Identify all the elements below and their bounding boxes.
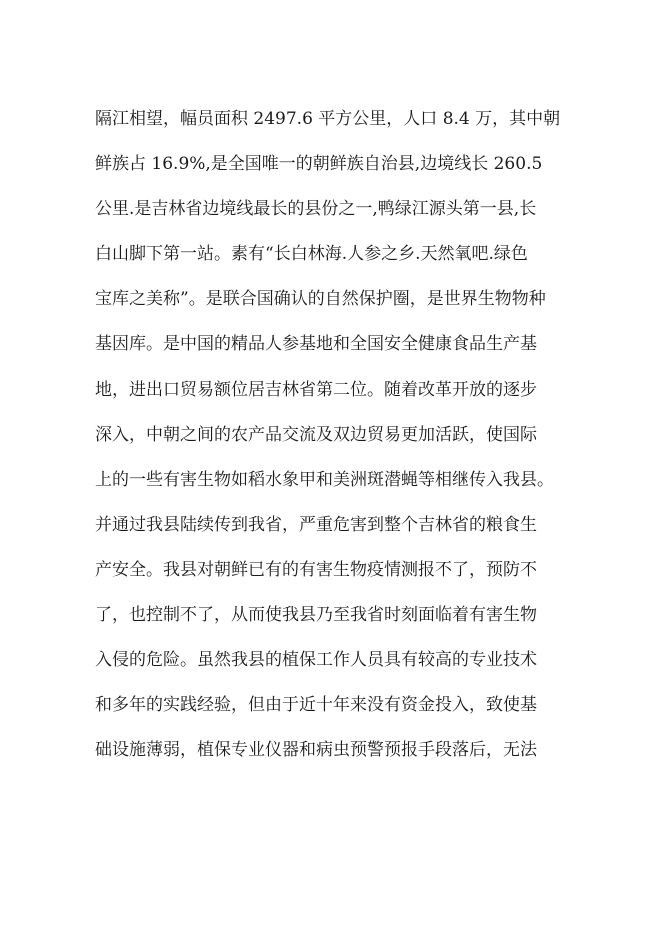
text-line xyxy=(95,555,585,600)
text-line-content: 白山脚下第一站。素有“长白林海.人参之乡.天然氧吧.绿色 xyxy=(95,244,528,265)
text-line xyxy=(95,194,585,239)
text-line xyxy=(95,329,585,374)
text-line xyxy=(95,510,585,555)
text-line-content: 了，也控制不了，从而使我县乃至我省时刻面临着有害生物 xyxy=(95,605,537,626)
text-line xyxy=(95,690,585,735)
text-line xyxy=(95,645,585,690)
text-line-content: 并通过我县陆续传到我省，严重危害到整个吉林省的粮食生 xyxy=(95,514,537,535)
text-line-content: 基因库。是中国的精品人参基地和全国安全健康食品生产基 xyxy=(95,334,537,355)
text-line xyxy=(95,149,585,194)
text-line xyxy=(95,600,585,645)
text-line-content: 宝库之美称”。是联合国确认的自然保护圈，是世界生物物种 xyxy=(95,289,546,310)
text-line-content: 深入，中朝之间的农产品交流及双边贸易更加活跃，使国际 xyxy=(95,424,537,445)
text-line-content: 入侵的危险。虽然我县的植保工作人员具有较高的专业技术 xyxy=(95,650,537,671)
text-line-content: 产安全。我县对朝鲜已有的有害生物疫情测报不了，预防不 xyxy=(95,559,537,580)
text-line xyxy=(95,239,585,284)
text-line xyxy=(95,104,585,149)
text-line-content: 础设施薄弱，植保专业仪器和病虫预警预报手段落后，无法 xyxy=(95,740,537,761)
text-line xyxy=(95,284,585,329)
text-line-content: 鲜族占 16.9%,是全国唯一的朝鲜族自治县,边境线长 260.5 xyxy=(95,154,543,175)
text-line-content: 隔江相望，幅员面积 2497.6 平方公里，人口 8.4 万，其中朝 xyxy=(95,109,561,129)
text-line xyxy=(95,465,585,510)
text-line-content: 和多年的实践经验，但由于近十年来没有资金投入，致使基 xyxy=(95,695,537,716)
text-line-content: 上的一些有害生物如稻水象甲和美洲斑潜蝇等相继传入我县。 xyxy=(95,469,554,490)
body-text xyxy=(95,104,585,780)
text-line xyxy=(95,420,585,465)
text-line xyxy=(95,735,585,780)
text-line-content: 公里.是吉林省边境线最长的县份之一,鸭绿江源头第一县,长 xyxy=(95,199,537,220)
text-line xyxy=(95,375,585,420)
text-line-content: 地，进出口贸易额位居吉林省第二位。随着改革开放的逐步 xyxy=(95,379,537,400)
